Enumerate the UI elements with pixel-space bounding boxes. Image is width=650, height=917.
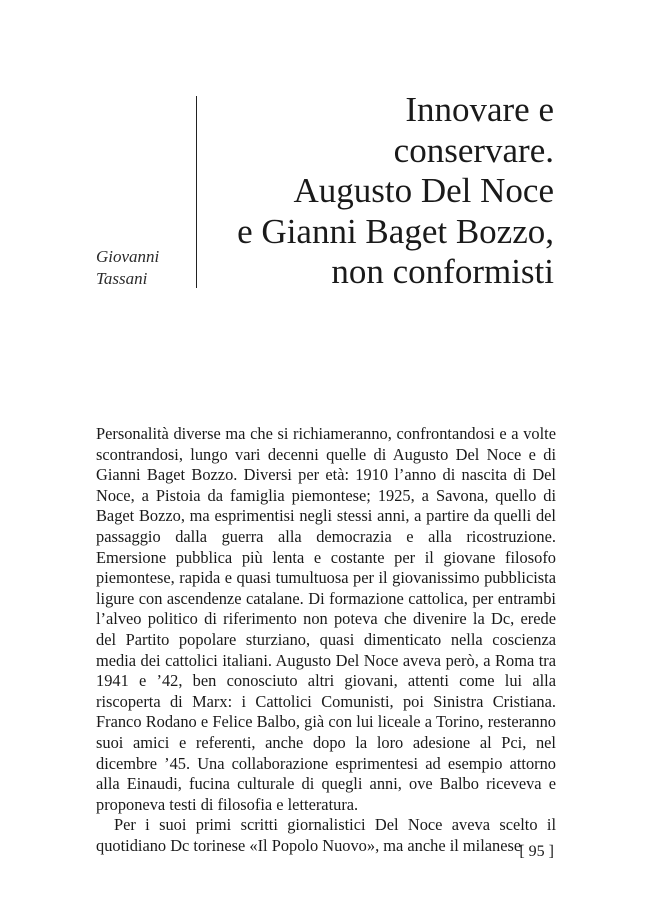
author-name — [96, 246, 159, 290]
title-line: non conformisti — [331, 252, 554, 291]
author-first-name: Giovanni — [96, 247, 160, 266]
chapter-title — [174, 90, 554, 293]
title-line: Innovare e — [405, 90, 554, 129]
author-last-name: Tassani — [96, 269, 148, 288]
page-number: [ 95 ] — [519, 843, 554, 860]
body-paragraph: Per i suoi primi scritti giornalistici Del Noce aveva scelto il quotidiano Dc torinese «Il Popolo Nuovo», ma anche il milanese — [96, 815, 556, 855]
body-paragraph: Personalità diverse ma che si richiameranno, confrontandosi e a volte scontrandosi, lungo vari decenni quelle di Augusto Del Noce e di Gianni Baget Bozzo. Diversi per età: 1910 l’anno di nascita di Del Noce, a Pistoia da famiglia piemontese; 1925, a Savona, quello di Baget Bozzo, ma esprimentisi negli stessi anni, a partire da quelli del passaggio dalla guerra alla democrazia e alla ricostruzione. Emersione pubblica più lenta e costante per il giovane filosofo piemontese, rapida e quasi tumultuosa per il giovanissimo pubblicista ligure con ascendenze catalane. Di formazione cattolica, per entrambi l’alveo politico di riferimento non poteva che divenire la Dc, erede del Partito popolare sturziano, quasi dimenticato nella coscienza media dei cattolici italiani. Augusto Del Noce aveva però, a Roma tra 1941 e ’42, ben conosciuto altri giovani, attenti come lui alla riscoperta di Marx: i Cattolici Comunisti, poi Sinistra Cristiana. Franco Rodano e Felice Balbo, già con lui liceale a Torino, resteranno suoi amici e referenti, anche dopo la loro adesione al Pci, nel dicembre ’45. Una collaborazione esprimentesi ad esempio attorno alla Einaudi, fucina culturale di quegli anni, ove Balbo riceveva e proponeva testi di filosofia e letteratura. — [96, 424, 556, 814]
body-text — [96, 424, 556, 856]
title-line: e Gianni Baget Bozzo, — [237, 211, 554, 251]
title-line: Augusto Del Noce — [293, 171, 554, 210]
title-line: conservare. — [393, 130, 554, 170]
